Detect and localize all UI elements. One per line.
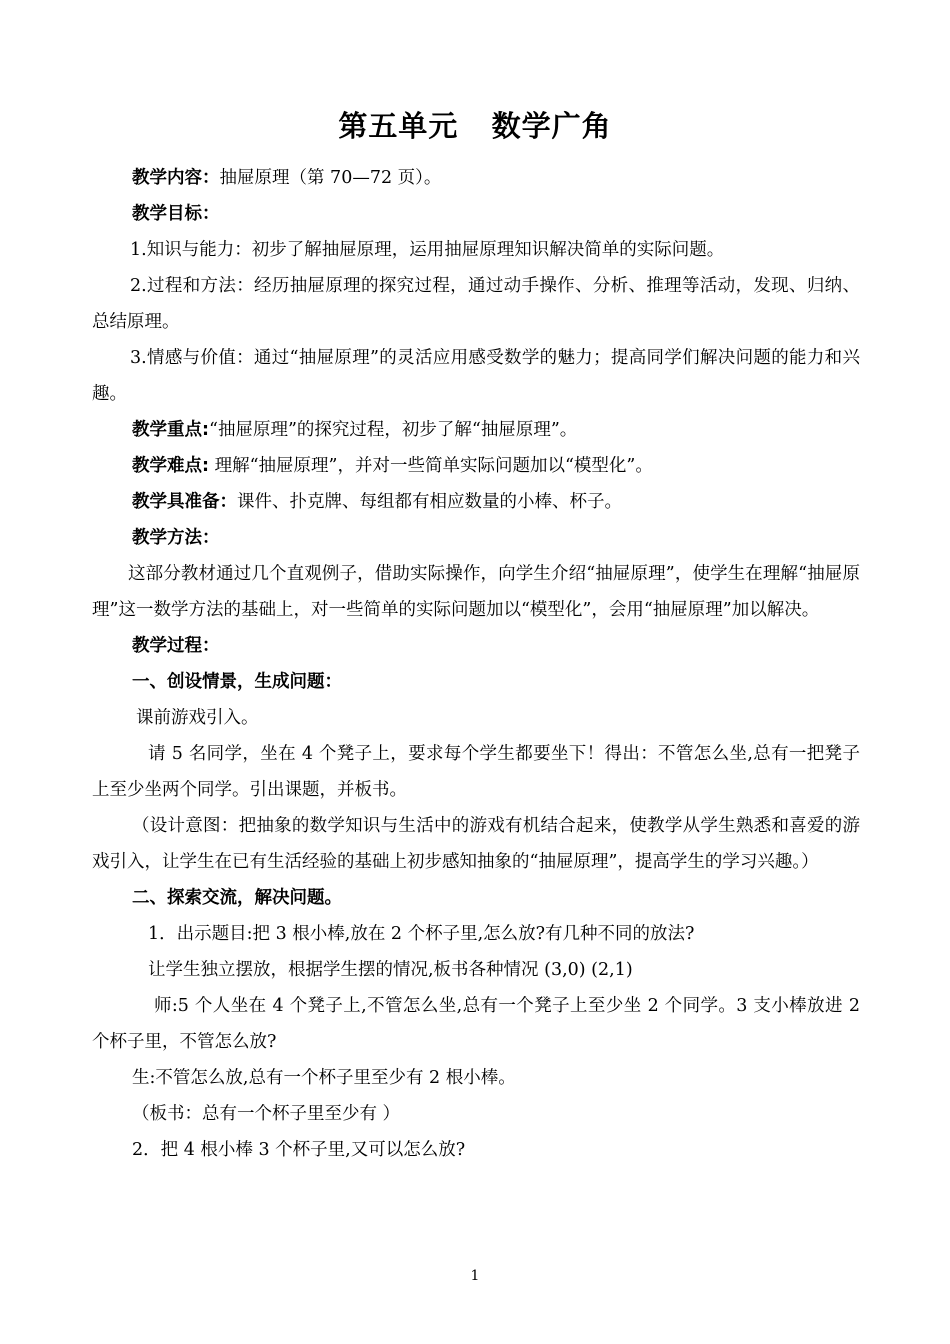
key-point-text: “抽屉原理”的探究过程，初步了解“抽屉原理”。 xyxy=(209,420,578,440)
section-2-paragraph-5: （板书：总有一个杯子里至少有 ） xyxy=(132,1104,401,1124)
difficulty-paragraph xyxy=(92,448,860,484)
key-point-paragraph xyxy=(92,412,860,448)
content-label: 教学内容： xyxy=(132,168,220,188)
page-number: 1 xyxy=(470,1268,480,1284)
section-2-heading: 二、探索交流，解决问题。 xyxy=(132,888,342,908)
section-1-heading: 一、创设情景，生成问题： xyxy=(132,672,342,692)
section-2-paragraph-2: 让学生独立摆放，根据学生摆的情况,板书各种情况 (3,0) (2,1) xyxy=(148,960,633,980)
section-1-paragraph-3: （设计意图：把抽象的数学知识与生活中的游戏有机结合起来，使教学从学生熟悉和喜爱的游戏引入，让学生在已有生活经验的基础上初步感知抽象的“抽屉原理”，提高学生的学习兴趣。） xyxy=(92,816,860,872)
difficulty-text: 理解“抽屉原理”，并对一些简单实际问题加以“模型化”。 xyxy=(209,456,653,476)
content-text: 抽屉原理（第 70—72 页）。 xyxy=(219,168,442,188)
section-1-paragraph-1: 课前游戏引入。 xyxy=(136,708,259,728)
goals-heading-paragraph xyxy=(92,196,860,232)
method-label: 教学方法： xyxy=(132,528,220,548)
goal-3: 3.情感与价值：通过“抽屉原理”的灵活应用感受数学的魅力；提高同学们解决问题的能力和兴趣。 xyxy=(92,348,860,404)
goal-1: 1.知识与能力：初步了解抽屉原理，运用抽屉原理知识解决简单的实际问题。 xyxy=(130,240,725,260)
section-2-paragraph-1: 1．出示题目:把 3 根小棒,放在 2 个杯子里,怎么放?有几种不同的放法? xyxy=(148,924,695,944)
method-text: 这部分教材通过几个直观例子，借助实际操作，向学生介绍“抽屉原理”，使学生在理解“抽屉原理”这一数学方法的基础上，对一些简单的实际问题加以“模型化”，会用“抽屉原理”加以解决。 xyxy=(92,564,860,620)
section-2-paragraph-6: 2．把 4 根小棒 3 个杯子里,又可以怎么放? xyxy=(132,1140,466,1160)
difficulty-label: 教学难点: xyxy=(132,456,209,476)
section-2-heading-paragraph xyxy=(92,880,860,916)
process-heading-paragraph xyxy=(92,628,860,664)
prep-text: 课件、扑克牌、每组都有相应数量的小棒、杯子。 xyxy=(237,492,622,512)
goals-label: 教学目标： xyxy=(132,204,220,224)
method-heading-paragraph xyxy=(92,520,860,556)
goal-2: 2.过程和方法：经历抽屉原理的探究过程，通过动手操作、分析、推理等活动，发现、归纳、总结原理。 xyxy=(92,276,860,332)
section-2-paragraph-4: 生:不管怎么放,总有一个杯子里至少有 2 根小棒。 xyxy=(132,1068,516,1088)
section-1-heading-paragraph xyxy=(92,664,860,700)
section-1-paragraph-2: 请 5 名同学，坐在 4 个凳子上，要求每个学生都要坐下！得出：不管怎么坐,总有一把凳子上至少坐两个同学。引出课题，并板书。 xyxy=(92,744,860,800)
content-paragraph xyxy=(92,160,860,196)
page-title: 第五单元 数学广角 xyxy=(338,109,612,143)
document-body xyxy=(92,160,860,1168)
key-point-label: 教学重点: xyxy=(132,420,209,440)
section-2-paragraph-3: 师:5 个人坐在 4 个凳子上,不管怎么坐,总有一个凳子上至少坐 2 个同学。3 支小棒放进 2 个杯子里，不管怎么放? xyxy=(92,996,860,1052)
process-label: 教学过程： xyxy=(132,636,220,656)
prep-paragraph xyxy=(92,484,860,520)
prep-label: 教学具准备： xyxy=(132,492,237,512)
